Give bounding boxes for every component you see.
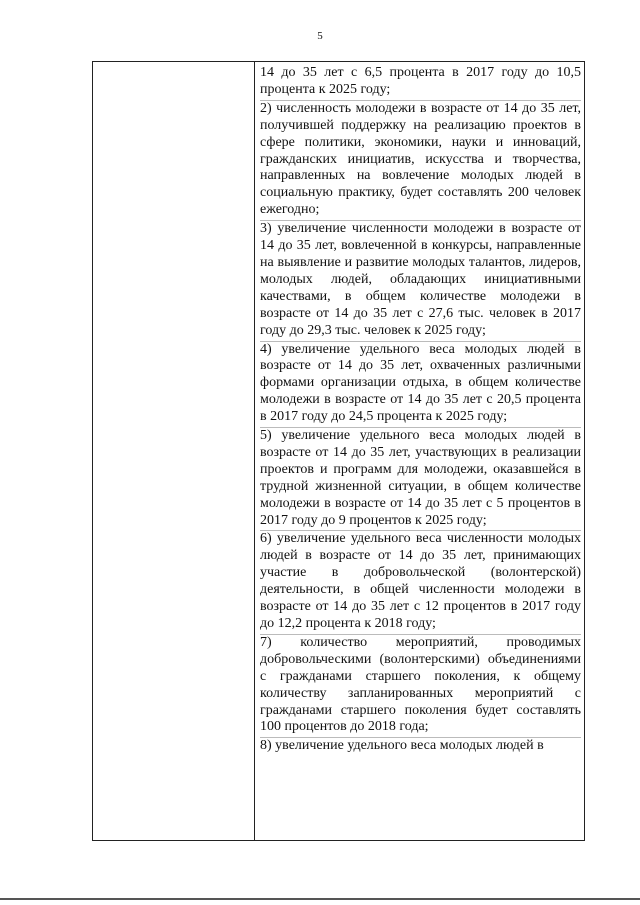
table-paragraph: 6) увеличение удельного веса численности молодых людей в возрасте от 14 до 35 лет, принимающих участие в добровольческой (волонтерской) деятельности, в общей численности молодежи в возрасте от 14 до 35 лет с 12 процентов в 2017 году до 12,2 процента к 2018 году; [260,531,581,634]
table-right-cell [255,62,584,840]
document-table [92,61,585,841]
table-paragraph: 5) увеличение удельного веса молодых людей в возрасте от 14 до 35 лет, участвующих в реализации проектов и программ для молодежи, оказавшейся в трудной жизненной ситуации, в общем количестве молодежи в возрасте от 14 до 35 лет с 5 процентов в 2017 году до 9 процентов к 2025 году; [260,428,581,531]
page-bottom-divider [0,898,640,900]
table-paragraph: 4) увеличение удельного веса молодых людей в возрасте от 14 до 35 лет, охваченных различными формами организации отдыха, в общем количестве молодежи в возрасте от 14 до 35 лет с 20,5 процента в 2017 году до 24,5 процента к 2025 году; [260,342,581,429]
table-left-cell [93,62,255,840]
table-paragraph: 2) численность молодежи в возрасте от 14 до 35 лет, получившей поддержку на реализацию проектов в сфере политики, экономики, науки и инноваций, гражданских инициатив, искусства и творчества, направленных на вовлечение молодых людей в социальную практику, будет составлять 200 человек ежегодно; [260,101,581,221]
table-paragraph: 7) количество мероприятий, проводимых добровольческими (волонтерскими) объединениями с гражданами старшего поколения, к общему количеству запланированных мероприятий с гражданами старшего поколения будет составлять 100 процентов до 2018 года; [260,635,581,738]
table-paragraph: 14 до 35 лет с 6,5 процента в 2017 году до 10,5 процента к 2025 году; [260,65,581,101]
page-number: 5 [317,30,323,42]
table-paragraph: 8) увеличение удельного веса молодых людей в [260,738,544,754]
table-paragraph: 3) увеличение численности молодежи в возрасте от 14 до 35 лет, вовлеченной в конкурсы, направленные на выявление и развитие молодых талантов, лидеров, молодых людей, обладающих инициативными качествами, в общем количестве молодежи в возрасте от 14 до 35 лет с 27,6 тыс. человек в 2017 году до 29,3 тыс. человек к 2025 году; [260,221,581,341]
